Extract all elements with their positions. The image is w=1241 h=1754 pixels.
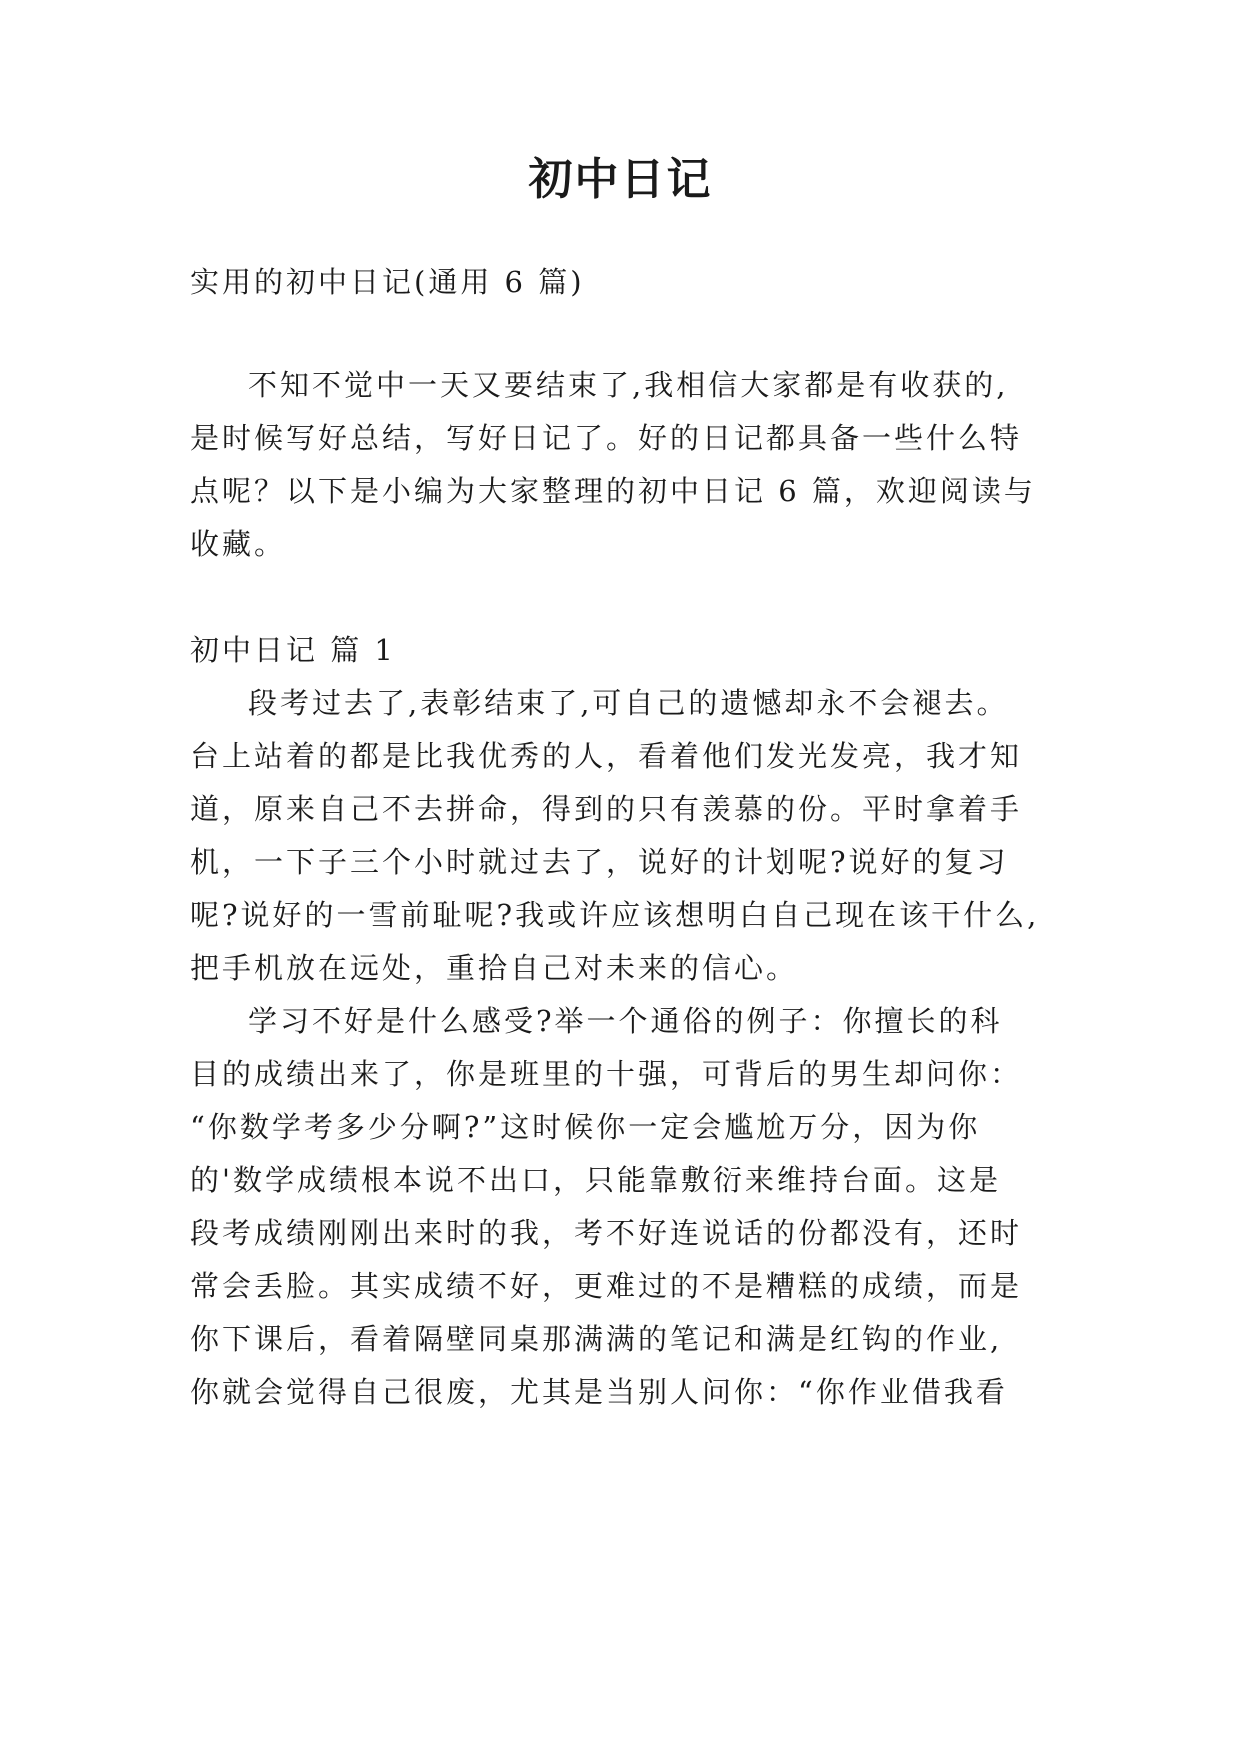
paragraph-line: 机，一下子三个小时就过去了，说好的计划呢?说好的复习 [190,845,1009,879]
paragraph-line: 段考成绩刚刚出来时的我，考不好连说话的份都没有，还时 [190,1216,1023,1250]
section-heading: 初中日记 篇 1 [190,633,396,667]
paragraph-line: 学习不好是什么感受?举一个通俗的例子：你擅长的科 [248,1004,1003,1038]
paragraph-line: 段考过去了,表彰结束了,可自己的遗憾却永不会褪去。 [248,686,1009,720]
paragraph-line: 目的成绩出来了，你是班里的十强，可背后的男生却问你： [190,1057,1023,1091]
intro-line: 收藏。 [190,527,287,561]
paragraph-line: 你下课后，看着隔壁同桌那满满的笔记和满是红钩的作业, [190,1322,1003,1356]
paragraph-line: 把手机放在远处，重拾自己对未来的信心。 [190,951,799,985]
paragraph-line: “你数学考多少分啊?”这时候你一定会尴尬万分，因为你 [190,1110,981,1144]
document-subtitle: 实用的初中日记(通用 6 篇) [190,265,585,299]
paragraph-line: 的'数学成绩根本说不出口，只能靠敷衍来维持台面。这是 [190,1163,1001,1197]
paragraph-line: 呢?说好的一雪前耻呢?我或许应该想明白自己现在该干什么, [190,898,1040,932]
paragraph-line: 台上站着的都是比我优秀的人，看着他们发光发亮，我才知 [190,739,1023,773]
paragraph-line: 你就会觉得自己很废，尤其是当别人问你：“你作业借我看 [190,1375,1008,1409]
intro-line: 点呢？以下是小编为大家整理的初中日记 6 篇，欢迎阅读与 [190,474,1036,508]
intro-line: 是时候写好总结，写好日记了。好的日记都具备一些什么特 [190,421,1023,455]
paragraph-line: 常会丢脸。其实成绩不好，更难过的不是糟糕的成绩，而是 [190,1269,1023,1303]
intro-line: 不知不觉中一天又要结束了,我相信大家都是有收获的, [248,368,1009,402]
document-title: 初中日记 [528,154,713,205]
paragraph-line: 道，原来自己不去拼命，得到的只有羡慕的份。平时拿着手 [190,792,1023,826]
